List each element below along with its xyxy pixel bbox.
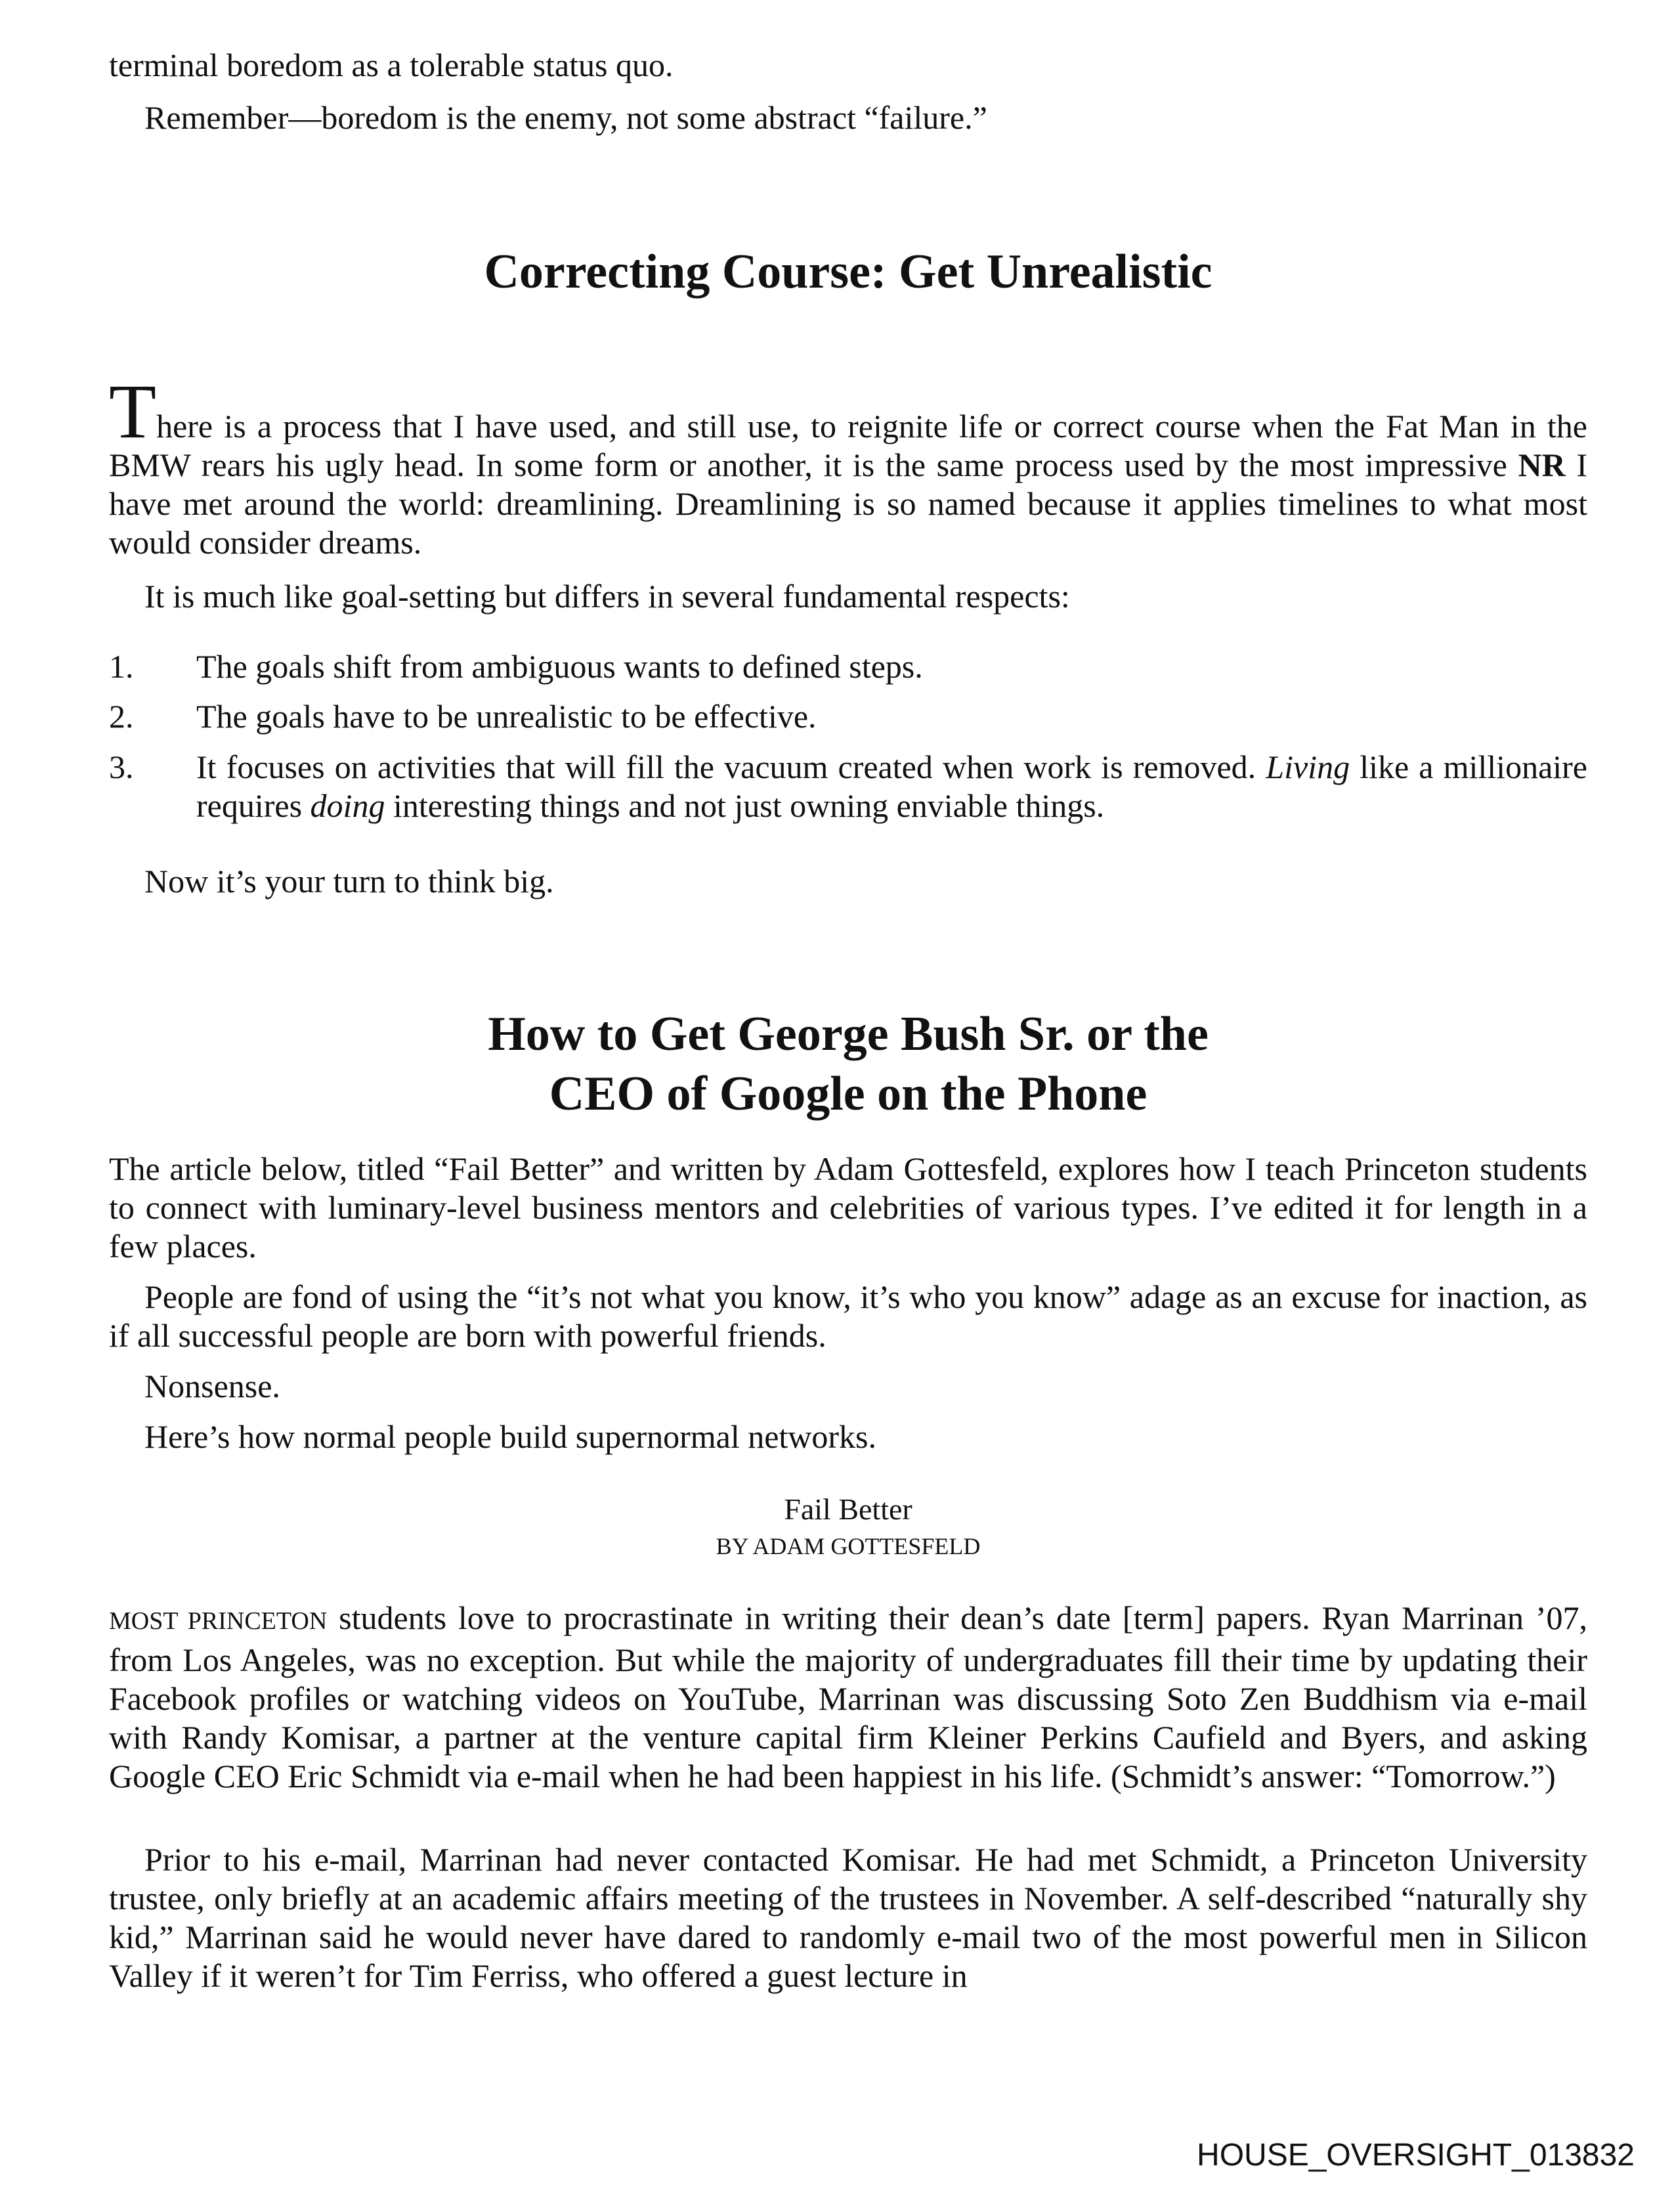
intro-bold: NR	[1518, 446, 1566, 483]
list-text: The goals have to be unrealistic to be effective.	[196, 698, 817, 735]
section-heading-line2: CEO of Google on the Phone	[549, 1067, 1148, 1121]
list-item	[109, 748, 1587, 825]
paragraph-nonsense: Nonsense.	[144, 1368, 280, 1404]
list-item	[109, 697, 1587, 736]
article-title: Fail Better	[784, 1492, 912, 1526]
list-em: doing	[310, 787, 385, 824]
bates-number: HOUSE_OVERSIGHT_013832	[1197, 2138, 1635, 2173]
list-em: Living	[1266, 748, 1350, 785]
lead-small-caps: MOST PRINCETON	[109, 1607, 328, 1635]
drop-cap: T	[109, 368, 157, 454]
list-item	[109, 647, 1587, 686]
list-text-a: It focuses on activities that will fill the vacuum created when work is removed.	[196, 748, 1266, 785]
list-text-c: interesting things and not just owning enviable things.	[385, 787, 1105, 824]
section-heading-correcting-course: Correcting Course: Get Unrealistic	[484, 245, 1213, 299]
article-text: students love to procrastinate in writing their dean’s date [term] papers. Ryan Marrinan ’07, from Los Angeles, was no exception. But while the majority of undergraduates fill their time by updating their Facebook profiles or watching videos on YouTube, Marrinan was discussing Soto Zen Buddhism via e-mail with Randy Komisar, a partner at the venture capital firm Kleiner Perkins Caufield and Byers, and asking Google CEO Eric Schmidt via e-mail when he had been happiest in his life. (Schmidt’s answer: “Tomorrow.”)	[109, 1599, 1587, 1794]
list-number: 1.	[109, 648, 134, 685]
article-byline: BY ADAM GOTTESFELD	[716, 1533, 981, 1559]
paragraph-lead: It is much like goal-setting but differs in several fundamental respects:	[144, 578, 1070, 615]
paragraph-remember: Remember—boredom is the enemy, not some abstract “failure.”	[144, 99, 987, 136]
paragraph-article-intro: The article below, titled “Fail Better” and written by Adam Gottesfeld, explores how I teach Princeton students to connect with luminary-level business mentors and celebrities of various types. I’ve edited it for length in a few places.	[109, 1150, 1587, 1265]
article-paragraph-2: Prior to his e-mail, Marrinan had never contacted Komisar. He had met Schmidt, a Princeton University trustee, only briefly at an academic affairs meeting of the trustees in November. A self-described “naturally shy kid,” Marrinan said he would never have dared to randomly e-mail two of the most powerful men in Silicon Valley if it weren’t for Tim Ferriss, who offered a guest lecture in	[109, 1841, 1587, 1994]
paragraph-closing: Now it’s your turn to think big.	[144, 863, 554, 900]
list-text-b: like a millionaire requires	[196, 748, 1587, 824]
list-text: The goals shift from ambiguous wants to defined steps.	[196, 648, 923, 685]
intro-text-2: I have met around the world: dreamlining. Dreamlining is so named because it applies timelines to what most would consider dreams.	[109, 446, 1587, 561]
article-paragraph-1	[109, 1599, 1587, 1796]
list-number: 3.	[109, 748, 134, 785]
paragraph-continuation: terminal boredom as a tolerable status quo.	[109, 47, 674, 83]
section-heading-line1: How to Get George Bush Sr. or the	[488, 1007, 1209, 1061]
paragraph-heres-how: Here’s how normal people build supernormal networks.	[144, 1418, 877, 1455]
list-text	[196, 748, 1587, 825]
list-number: 2.	[109, 698, 134, 735]
intro-text: here is a process that I have used, and still use, to reignite life or correct course when the Fat Man in the BMW rears his ugly head. In some form or another, it is the same process used by the most impressive	[109, 408, 1587, 483]
paragraph-people: People are fond of using the “it’s not what you know, it’s who you know” adage as an excuse for inaction, as if all successful people are born with powerful friends.	[109, 1278, 1587, 1354]
paragraph-intro	[109, 368, 1587, 562]
